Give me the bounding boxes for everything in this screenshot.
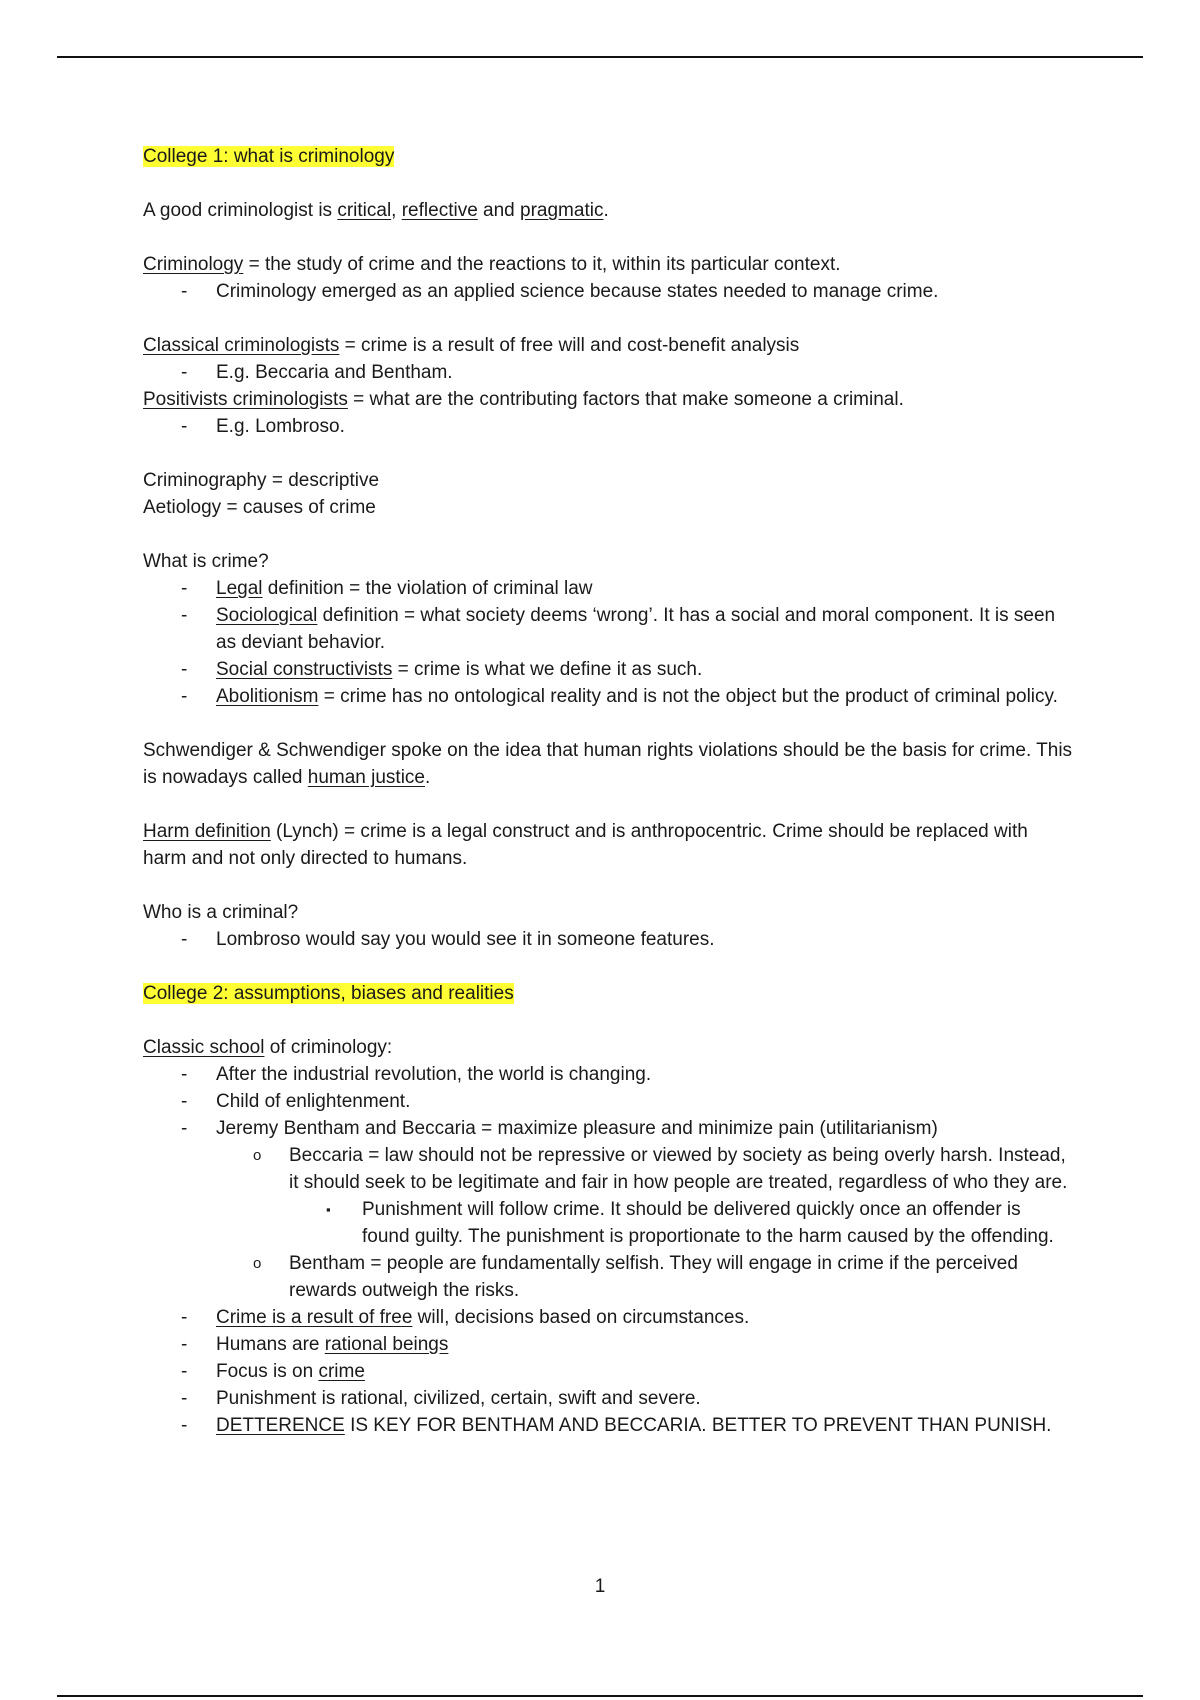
college2-heading: College 2: assumptions, biases and realities (143, 983, 514, 1004)
list-item: - Legal definition = the violation of criminal law (143, 575, 1073, 602)
list-item: - Punishment is rational, civilized, certain, swift and severe. (143, 1385, 1073, 1412)
dash-bullet: - (181, 1091, 188, 1112)
dash-bullet: - (181, 605, 188, 626)
sub-list-item: o Beccaria = law should not be repressive or viewed by society as being overly harsh. Instead, it should seek to be legitimate and fair in how people are treated, regardless of who they are. (143, 1142, 1073, 1196)
list-item: - Social constructivists = crime is what we define it as such. (143, 656, 1073, 683)
square-bullet: ▪ (326, 1202, 331, 1217)
dash-bullet: - (181, 416, 188, 437)
dash-bullet: - (181, 1415, 188, 1436)
list-item: - Humans are rational beings (143, 1331, 1073, 1358)
classic-school-line: Classic school of criminology: (143, 1037, 393, 1058)
list-item: - Focus is on crime (143, 1358, 1073, 1385)
criminology-definition: Criminology = the study of crime and the reactions to it, within its particular context. (143, 254, 841, 275)
header-rule (57, 56, 1143, 58)
circle-bullet: o (253, 1147, 262, 1164)
page-number: 1 (594, 1576, 606, 1597)
dash-bullet: - (181, 1388, 188, 1409)
dash-bullet: - (181, 1307, 188, 1328)
sub-list-item: o Bentham = people are fundamentally selfish. They will engage in crime if the perceived rewards outweigh the risks. (143, 1250, 1073, 1304)
list-item: - Sociological definition = what society deems ‘wrong’. It has a social and moral component. It is seen as deviant behavior. (143, 602, 1073, 656)
list-item: - E.g. Beccaria and Bentham. (143, 359, 1073, 386)
dash-bullet: - (181, 1118, 188, 1139)
circle-bullet: o (253, 1255, 262, 1272)
dash-bullet: - (181, 1361, 188, 1382)
list-item: - Criminology emerged as an applied science because states needed to manage crime. (143, 278, 1073, 305)
sub-sub-list-item: ▪ Punishment will follow crime. It should be delivered quickly once an offender is found guilty. The punishment is proportionate to the harm caused by the offending. (143, 1196, 1073, 1250)
list-item: - Lombroso would say you would see it in someone features. (143, 926, 1073, 953)
list-item: - Abolitionism = crime has no ontological reality and is not the object but the product of criminal policy. (143, 683, 1073, 710)
what-is-crime-question: What is crime? (143, 551, 269, 572)
criminography-line: Criminography = descriptive (143, 470, 380, 491)
list-item: - Jeremy Bentham and Beccaria = maximize pleasure and minimize pain (utilitarianism) (143, 1115, 1073, 1142)
list-item: - After the industrial revolution, the world is changing. (143, 1061, 1073, 1088)
dash-bullet: - (181, 578, 188, 599)
college1-heading: College 1: what is criminology (143, 146, 395, 167)
schwendiger-paragraph: Schwendiger & Schwendiger spoke on the idea that human rights violations should be the basis for crime. This is nowadays called human justice. (143, 740, 1073, 788)
list-item: - E.g. Lombroso. (143, 413, 1073, 440)
dash-bullet: - (181, 281, 188, 302)
harm-definition: Harm definition (Lynch) = crime is a legal construct and is anthropocentric. Crime should be replaced with harm and not only directed to humans. (143, 821, 1028, 869)
list-item: - DETTERENCE IS KEY FOR BENTHAM AND BECCARIA. BETTER TO PREVENT THAN PUNISH. (143, 1412, 1073, 1439)
dash-bullet: - (181, 1064, 188, 1085)
intro-paragraph: A good criminologist is critical, reflective and pragmatic. (143, 200, 609, 221)
who-is-criminal-question: Who is a criminal? (143, 902, 299, 923)
document-body (143, 143, 1073, 1439)
aetiology-line: Aetiology = causes of crime (143, 497, 376, 518)
classical-definition: Classical criminologists = crime is a result of free will and cost-benefit analysis (143, 335, 800, 356)
dash-bullet: - (181, 686, 188, 707)
dash-bullet: - (181, 1334, 188, 1355)
list-item: - Crime is a result of free will, decisions based on circumstances. (143, 1304, 1073, 1331)
positivists-definition: Positivists criminologists = what are the contributing factors that make someone a criminal. (143, 389, 904, 410)
footer-rule (57, 1695, 1143, 1697)
list-item: - Child of enlightenment. (143, 1088, 1073, 1115)
dash-bullet: - (181, 929, 188, 950)
dash-bullet: - (181, 659, 188, 680)
dash-bullet: - (181, 362, 188, 383)
